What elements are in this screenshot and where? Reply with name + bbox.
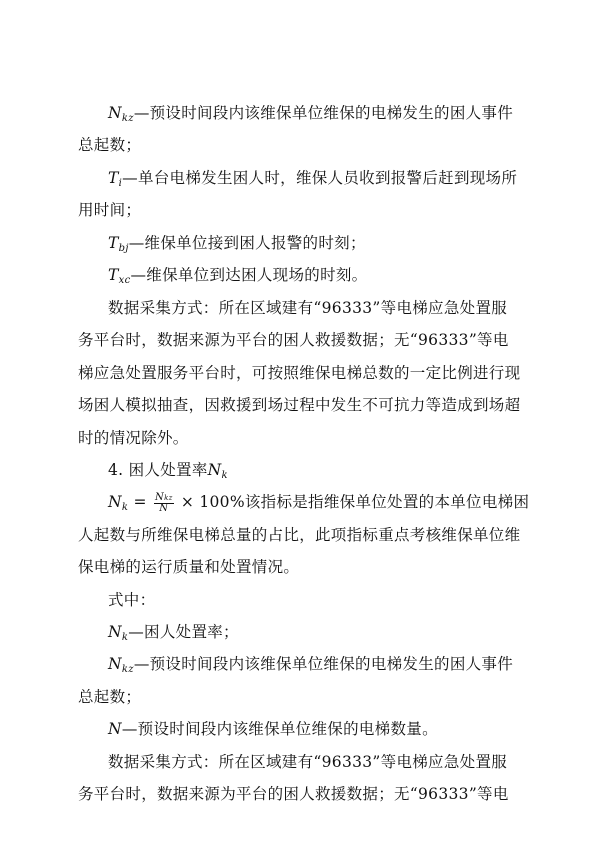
- subscript: i: [118, 178, 123, 189]
- n-definition-line: [108, 718, 548, 740]
- section-heading: [108, 459, 548, 487]
- formula-line: [108, 491, 548, 519]
- txc-definition-line: [108, 264, 548, 292]
- paragraph-line: 数据采集方式：所在区域建有“96333”等电梯应急处置服: [108, 299, 508, 317]
- subscript: k: [221, 470, 228, 481]
- formula-description: 该指标是指维保单位处置的本单位电梯困: [244, 493, 530, 511]
- definition-text: —预设时间段内该维保单位维保的电梯发生的困人事件: [133, 104, 514, 122]
- symbol: T: [108, 169, 119, 187]
- paragraph-line: 场困人模拟抽查，因救援到场过程中发生不可抗力等造成到场超: [78, 396, 521, 414]
- numerator-symbol: N: [155, 491, 165, 503]
- formula-lhs-symbol: N: [108, 493, 122, 511]
- subscript: xc: [118, 275, 131, 286]
- definition-text: —单台电梯发生困人时，维保人员收到报警后赶到现场所: [122, 169, 518, 187]
- fraction-numerator: [154, 493, 174, 504]
- subscript: kz: [121, 664, 134, 675]
- numerator-subscript: kz: [164, 493, 173, 502]
- times-percent: × 100%: [175, 493, 245, 511]
- fraction: [154, 493, 174, 514]
- symbol: T: [108, 234, 119, 252]
- definition-text: —预设时间段内该维保单位维保的电梯发生的困人事件: [133, 655, 514, 673]
- fraction-denominator: N: [159, 502, 169, 514]
- ti-definition-continuation: 用时间；: [78, 201, 142, 219]
- nk-definition-line: [108, 621, 548, 649]
- symbol: N: [108, 720, 122, 738]
- paragraph-line: 保电梯的运行质量和处置情况。: [78, 558, 300, 576]
- paragraph-line: 人起数与所维保电梯总量的占比，此项指标重点考核维保单位维: [78, 526, 521, 544]
- paragraph-line: 时的情况除外。: [78, 429, 189, 447]
- nkz-definition-continuation: 总起数；: [78, 136, 142, 154]
- symbol: N: [108, 104, 122, 122]
- definition-text: —维保单位接到困人报警的时刻；: [128, 234, 366, 252]
- symbol: N: [207, 461, 222, 479]
- definition-text: —困人处置率；: [128, 623, 239, 641]
- symbol: T: [108, 266, 119, 284]
- definition-text: —预设时间段内该维保单位维保的电梯数量。: [121, 720, 438, 738]
- equals-sign: =: [128, 493, 152, 511]
- tbj-definition-line: [108, 232, 548, 260]
- formula-lhs-subscript: k: [121, 502, 129, 513]
- subscript: bj: [118, 243, 129, 254]
- subscript: kz: [121, 113, 134, 124]
- definition-text: —维保单位到达困人现场的时刻。: [130, 266, 368, 284]
- paragraph-line: 务平台时，数据来源为平台的困人救援数据；无“96333”等电: [78, 785, 509, 803]
- section-label: 4. 困人处置率: [108, 461, 208, 479]
- where-label: 式中：: [108, 591, 156, 609]
- symbol: N: [108, 655, 122, 673]
- paragraph-line: 梯应急处置服务平台时，可按照维保电梯总数的一定比例进行现: [78, 364, 521, 382]
- paragraph-line: 数据采集方式：所在区域建有“96333”等电梯应急处置服: [108, 753, 508, 771]
- nkz-definition-line: [108, 102, 548, 130]
- nkz-definition-continuation-2: 总起数；: [78, 688, 142, 706]
- paragraph-line: 务平台时，数据来源为平台的困人救援数据；无“96333”等电: [78, 331, 509, 349]
- symbol: N: [108, 623, 122, 641]
- subscript: k: [121, 632, 129, 643]
- ti-definition-line: [108, 167, 548, 195]
- nkz-definition-line-2: [108, 653, 548, 681]
